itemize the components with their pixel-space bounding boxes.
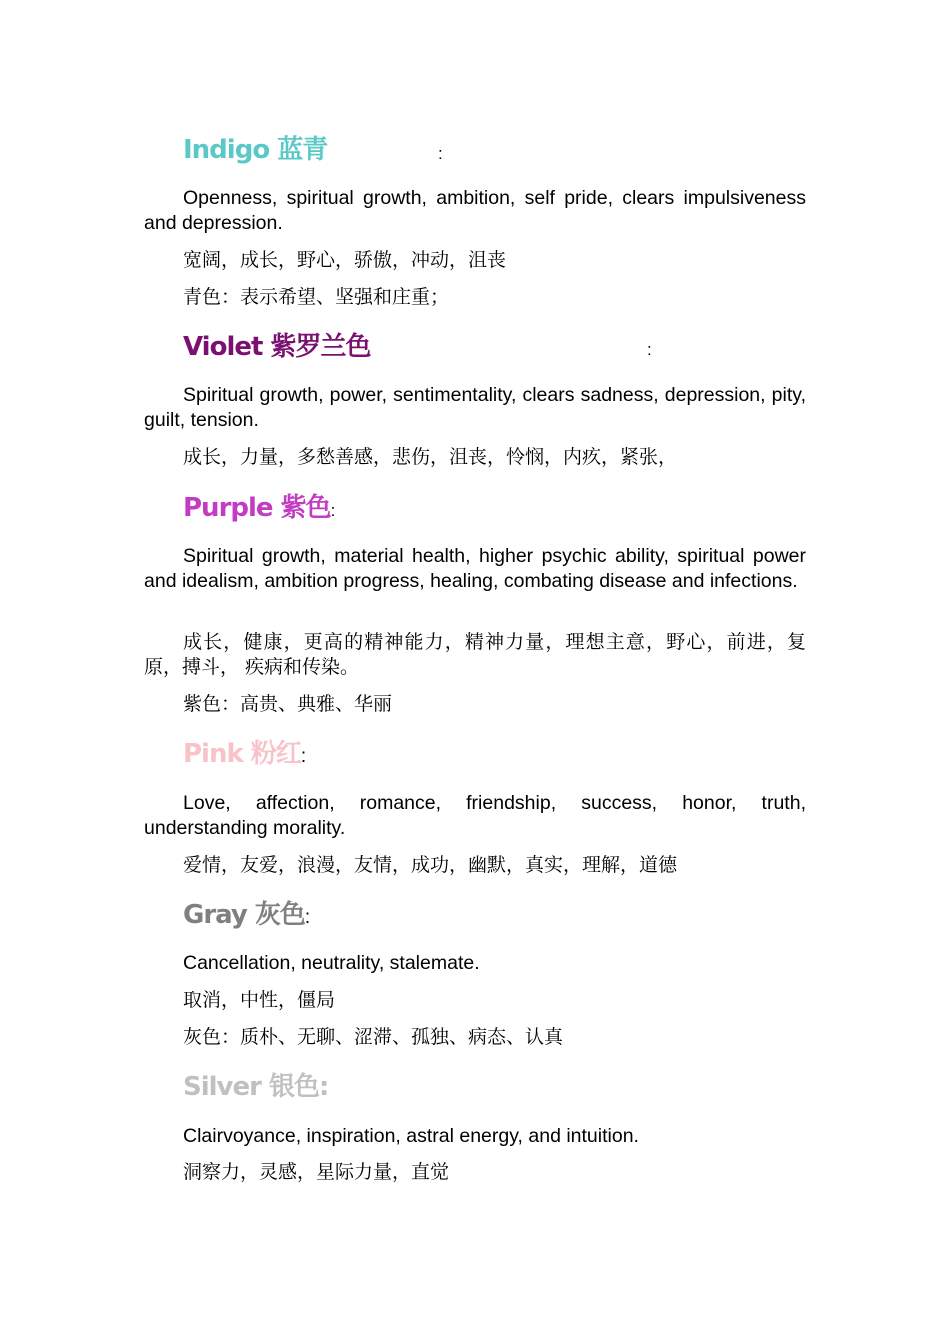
purple-chinese-note: 紫色：高贵、典雅、华丽 xyxy=(183,693,393,715)
indigo-chinese-note: 青色：表示希望、坚强和庄重； xyxy=(183,286,450,308)
purple-english-text: Spiritual growth, material health, higher psychic ability, spiritual power and idealism, ambition progress, healing, combating disease and infections. xyxy=(144,545,806,592)
heading-purple-colon: : xyxy=(330,501,336,520)
heading-violet: Violet 紫罗兰色 xyxy=(183,332,371,362)
gray-chinese-text: 取消，中性，僵局 xyxy=(183,989,336,1011)
heading-purple-label: Purple 紫色 xyxy=(183,493,331,523)
heading-violet-colon: : xyxy=(647,340,652,359)
heading-gray xyxy=(183,895,310,935)
heading-gray-colon: : xyxy=(304,907,311,928)
heading-silver: Silver 银色: xyxy=(183,1072,329,1102)
heading-gray-label: Gray 灰色 xyxy=(183,900,305,930)
pink-chinese-text: 爱情，友爱，浪漫，友情，成功，幽默，真实，理解，道德 xyxy=(183,854,678,876)
purple-chinese-text: 成长，健康，更高的精神能力，精神力量，理想主意，野心，前进，复原，搏斗， 疾病和传染。 xyxy=(144,631,806,678)
heading-pink-colon: : xyxy=(300,746,307,767)
heading-purple xyxy=(183,488,335,528)
violet-english-text: Spiritual growth, power, sentimentality, clears sadness, depression, pity, guilt, tension. xyxy=(144,384,806,431)
heading-indigo-colon: : xyxy=(438,144,443,163)
gray-english-text: Cancellation, neutrality, stalemate. xyxy=(183,952,480,974)
silver-english-text: Clairvoyance, inspiration, astral energy, and intuition. xyxy=(183,1125,639,1147)
heading-indigo: Indigo 蓝青 xyxy=(183,135,328,165)
gray-chinese-note: 灰色：质朴、无聊、涩滞、孤独、病态、认真 xyxy=(183,1026,564,1048)
silver-chinese-text: 洞察力，灵感，星际力量，直觉 xyxy=(183,1161,450,1183)
pink-english-text: Love, affection, romance, friendship, success, honor, truth, understanding morality. xyxy=(144,792,806,839)
violet-chinese-text: 成长，力量，多愁善感，悲伤，沮丧，怜悯，内疚，紧张， xyxy=(183,446,678,468)
indigo-chinese-text: 宽阔，成长，野心，骄傲，冲动，沮丧 xyxy=(183,249,507,271)
heading-pink xyxy=(183,734,306,774)
indigo-english-text: Openness, spiritual growth, ambition, self pride, clears impulsiveness and depression. xyxy=(144,187,806,234)
heading-pink-label: Pink 粉红 xyxy=(183,739,301,769)
